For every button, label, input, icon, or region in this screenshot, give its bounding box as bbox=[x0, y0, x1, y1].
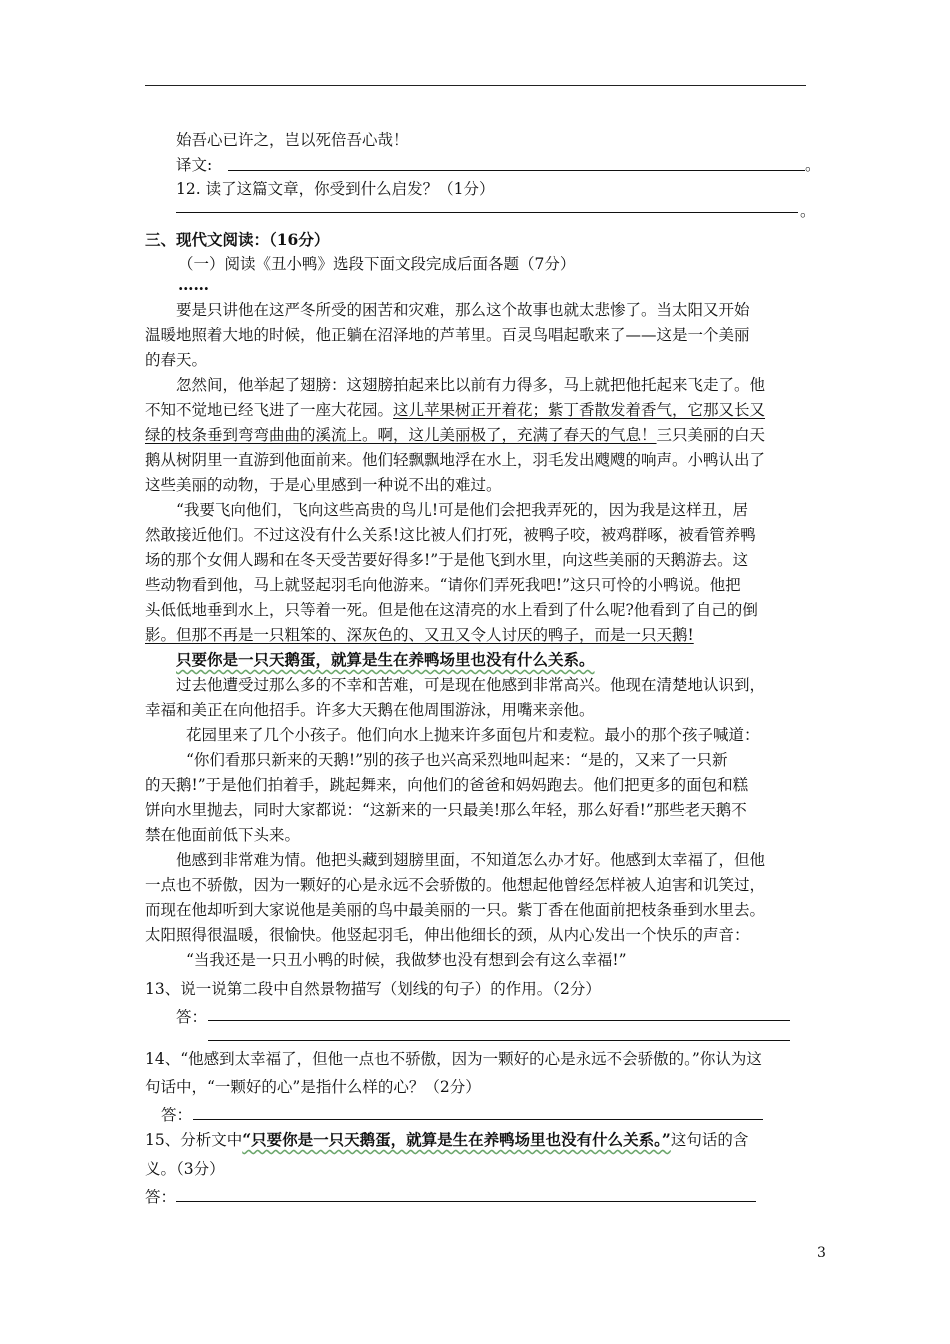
passage-line: “当我还是一只丑小鸭的时候，我做梦也没有想到会有这么幸福!” bbox=[186, 951, 627, 969]
underlined-sentence: 这儿苹果树正开着花；紫丁香散发着香气，它那又长又 bbox=[393, 401, 766, 419]
passage-line: 他感到非常难为情。他把头藏到翅膀里面，不知道怎么办才好。他感到太幸福了，但他 bbox=[176, 851, 766, 869]
passage-line: 绿的枝条垂到弯弯曲曲的溪流上。啊，这儿美丽极了，充满了春天的气息！三只美丽的白天 bbox=[145, 426, 766, 444]
passage-line: 幸福和美正在向他招手。许多大天鹅在他周围游泳，用嘴来亲他。 bbox=[145, 701, 595, 719]
q15-answer-label: 答： bbox=[145, 1188, 177, 1206]
passage-line: 花园里来了几个小孩子。他们向水上抛来许多面包片和麦粒。最小的那个孩子喊道： bbox=[186, 726, 760, 744]
q15-prompt-line1: 15、分析文中“只要你是一只天鹅蛋，就算是生在养鸭场里也没有什么关系。”这句话的含 bbox=[145, 1130, 749, 1149]
passage-line: 忽然间，他举起了翅膀：这翅膀拍起来比以前有力得多，马上就把他托起来飞走了。他 bbox=[176, 376, 766, 394]
q13-prompt: 13、说一说第二段中自然景物描写（划线的句子）的作用。（2分） bbox=[145, 980, 601, 998]
header-rule bbox=[145, 85, 806, 86]
passage-line: 要是只讲他在这严冬所受的困苦和灾难，那么这个故事也就太悲惨了。当太阳又开始 bbox=[176, 301, 750, 319]
translation-answer-line[interactable] bbox=[228, 170, 805, 171]
passage-line: 这些美丽的动物，于是心里感到一种说不出的难过。 bbox=[145, 476, 502, 494]
q12-answer-line[interactable] bbox=[176, 212, 798, 213]
passage-line: 的天鹅!”于是他们拍着手，跳起舞来，向他们的爸爸和妈妈跑去。他们把更多的面包和糕 bbox=[145, 776, 749, 794]
q14-answer-label: 答： bbox=[161, 1106, 193, 1124]
passage-line: 饼向水里抛去，同时大家都说：“这新来的一只最美!那么年轻，那么好看!”那些老天鹅不 bbox=[145, 801, 747, 819]
passage-line bbox=[145, 622, 806, 648]
underlined-sentence: 绿的枝条垂到弯弯曲曲的溪流上。啊，这儿美丽极了，充满了春天的气息！ bbox=[145, 426, 657, 444]
key-sentence: 只要你是一只天鹅蛋，就算是生在养鸭场里也没有什么关系。 bbox=[176, 650, 595, 669]
passage-line: 而现在他却听到大家说他是美丽的鸟中最美丽的一只。紫丁香在他面前把枝条垂到水里去。 bbox=[145, 901, 766, 919]
page-number: 3 bbox=[817, 1245, 826, 1261]
passage-line: 过去他遭受过那么多的不幸和苦难，可是现在他感到非常高兴。他现在清楚地认识到， bbox=[176, 676, 766, 694]
translation-label: 译文: bbox=[176, 156, 213, 174]
passage-line: 些动物看到他，马上就竖起羽毛向他游来。“请你们弄死我吧!”这只可怜的小鸭说。他把 bbox=[145, 576, 741, 594]
passage-line: 太阳照得很温暖，很愉快。他竖起羽毛，伸出他细长的颈，从内心发出一个快乐的声音： bbox=[145, 926, 750, 944]
passage-line: 不知不觉地已经飞进了一座大花园。这儿苹果树正开着花；紫丁香散发着香气，它那又长又 bbox=[145, 401, 766, 419]
q12-prompt: 12. 读了这篇文章，你受到什么启发？（1分） bbox=[176, 180, 495, 198]
translation-end-mark: 。 bbox=[805, 156, 821, 174]
passage-line: 一点也不骄傲，因为一颗好的心是永远不会骄傲的。他想起他曾经怎样被人迫害和讥笑过， bbox=[145, 876, 766, 894]
ellipsis: …… bbox=[178, 275, 209, 294]
passage-line: 然敢接近他们。不过这没有什么关系!这比被人们打死，被鸭子咬，被鸡群啄，被看管养鸭 bbox=[145, 526, 756, 544]
q14-prompt-line2: 句话中，“一颗好的心”是指什么样的心？（2分） bbox=[145, 1078, 481, 1096]
q15-answer-line[interactable] bbox=[176, 1201, 756, 1202]
q15-quote: “只要你是一只天鹅蛋，就算是生在养鸭场里也没有什么关系。” bbox=[242, 1130, 671, 1149]
q14-answer-line[interactable] bbox=[193, 1119, 763, 1120]
passage-line: 禁在他面前低下头来。 bbox=[145, 826, 301, 844]
section3-heading: 三、现代文阅读：（16分） bbox=[145, 230, 330, 249]
q13-answer-line-1[interactable] bbox=[208, 1020, 790, 1021]
q13-answer-line-2[interactable] bbox=[208, 1040, 790, 1041]
section3-subheading: （一）阅读《丑小鸭》选段下面文段完成后面各题（7分） bbox=[178, 255, 576, 273]
underlined-sentence: 影。但那不再是一只粗笨的、深灰色的、又丑又令人讨厌的鸭子，而是一只天鹅! bbox=[145, 626, 694, 644]
q13-answer-label: 答： bbox=[176, 1008, 208, 1026]
passage-line: 鹅从树阴里一直游到他面前来。他们轻飘飘地浮在水上，羽毛发出飕飕的响声。小鸭认出了 bbox=[145, 451, 766, 469]
q14-prompt-line1: 14、“他感到太幸福了，但他一点也不骄傲，因为一颗好的心是永远不会骄傲的。”你认为这 bbox=[145, 1050, 762, 1068]
passage-line: 头低低地垂到水上，只等着一死。但是他在这清亮的水上看到了什么呢?他看到了自己的倒 bbox=[145, 601, 758, 619]
passage-line: 温暖地照着大地的时候，他正躺在沼泽地的芦苇里。百灵鸟唱起歌来了——这是一个美丽 bbox=[145, 326, 750, 344]
passage-line: “我要飞向他们，飞向这些高贵的鸟儿!可是他们会把我弄死的，因为我是这样丑，居 bbox=[176, 501, 749, 519]
passage-line: 的春天。 bbox=[145, 351, 208, 369]
passage-line: 场的那个女佣人踢和在冬天受苦要好得多!”于是他飞到水里，向这些美丽的天鹅游去。这 bbox=[145, 551, 749, 569]
q12-end-mark: 。 bbox=[800, 202, 816, 220]
passage-line: “你们看那只新来的天鹅!”别的孩子也兴高采烈地叫起来：“是的，又来了一只新 bbox=[186, 751, 728, 769]
q15-prompt-line2: 义。（3分） bbox=[145, 1160, 225, 1178]
q11-sentence: 始吾心已许之，岂以死倍吾心哉！ bbox=[176, 131, 409, 149]
